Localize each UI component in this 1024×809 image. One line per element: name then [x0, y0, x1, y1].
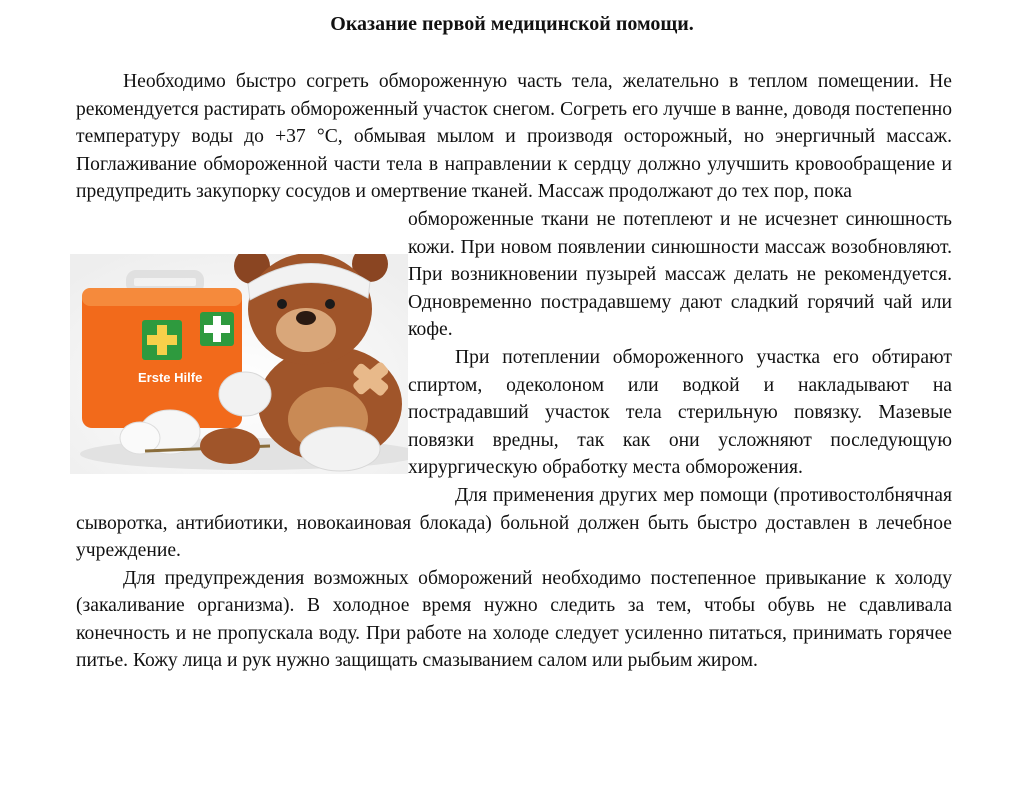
- first-aid-kit-icon: [82, 274, 242, 428]
- paragraph-1: Необходимо быстро согреть обмороженную часть тела, желательно в теплом помещении. Не рекомендуется растирать обмороженный участок снегом. Согреть его лучше в ванне, доводя постепенно температуру воды до +37 °С, обмывая мылом и производя осторожный, но энергичный массаж. Поглаживание обмороженной части тела в направлении к сердцу должно улучшить кровообращение и предупредить закупорку сосудов и омертвение тканей. Массаж продолжают до тех пор, пока: [76, 71, 952, 203]
- document-body: [76, 68, 952, 675]
- paragraph-2: При потеплении обмороженного участка его обтирают спиртом, одеколоном или водкой и накладывают на пострадавший участок тела стерильную повязку. Мазевые повязки вредны, так как они усложняют последующую хирургическую обработку места обморожения.: [408, 346, 952, 479]
- paragraph-4: Для предупреждения возможных обморожений необходимо постепенное привыкание к холоду (закаливание организма). В холодное время нужно следить за тем, чтобы обувь не сдавливала конечность и не пропускала воду. При работе на холоде следует усиленно питаться, принимать горячее питье. Кожу лица и рук нужно защищать смазыванием салом или рыбьим жиром.: [76, 567, 952, 672]
- paragraph-1-continued: Erste Hilfe обмороженные ткани не потеплеют и не исчезнет синюшность кожи. При новом появлении синюшности массаж возобновляют. При возникновении пузырей массаж делать не рекомендуется. Одновременно пострадавшему дают сладкий горячий чай или кофе.: [76, 206, 952, 344]
- teddy-bear-first-aid-illustration: [70, 206, 408, 493]
- document-title: Оказание первой медицинской помощи.: [330, 13, 694, 35]
- paragraph-3: Для применения других мер помощи (противостолбнячная сыворотка, антибиотики, новокаиновая блокада) больной должен быть быстро доставлен в лечебное учреждение.: [76, 484, 952, 562]
- illustration-image: [70, 254, 408, 474]
- kit-label: Erste Hilfe: [138, 369, 203, 385]
